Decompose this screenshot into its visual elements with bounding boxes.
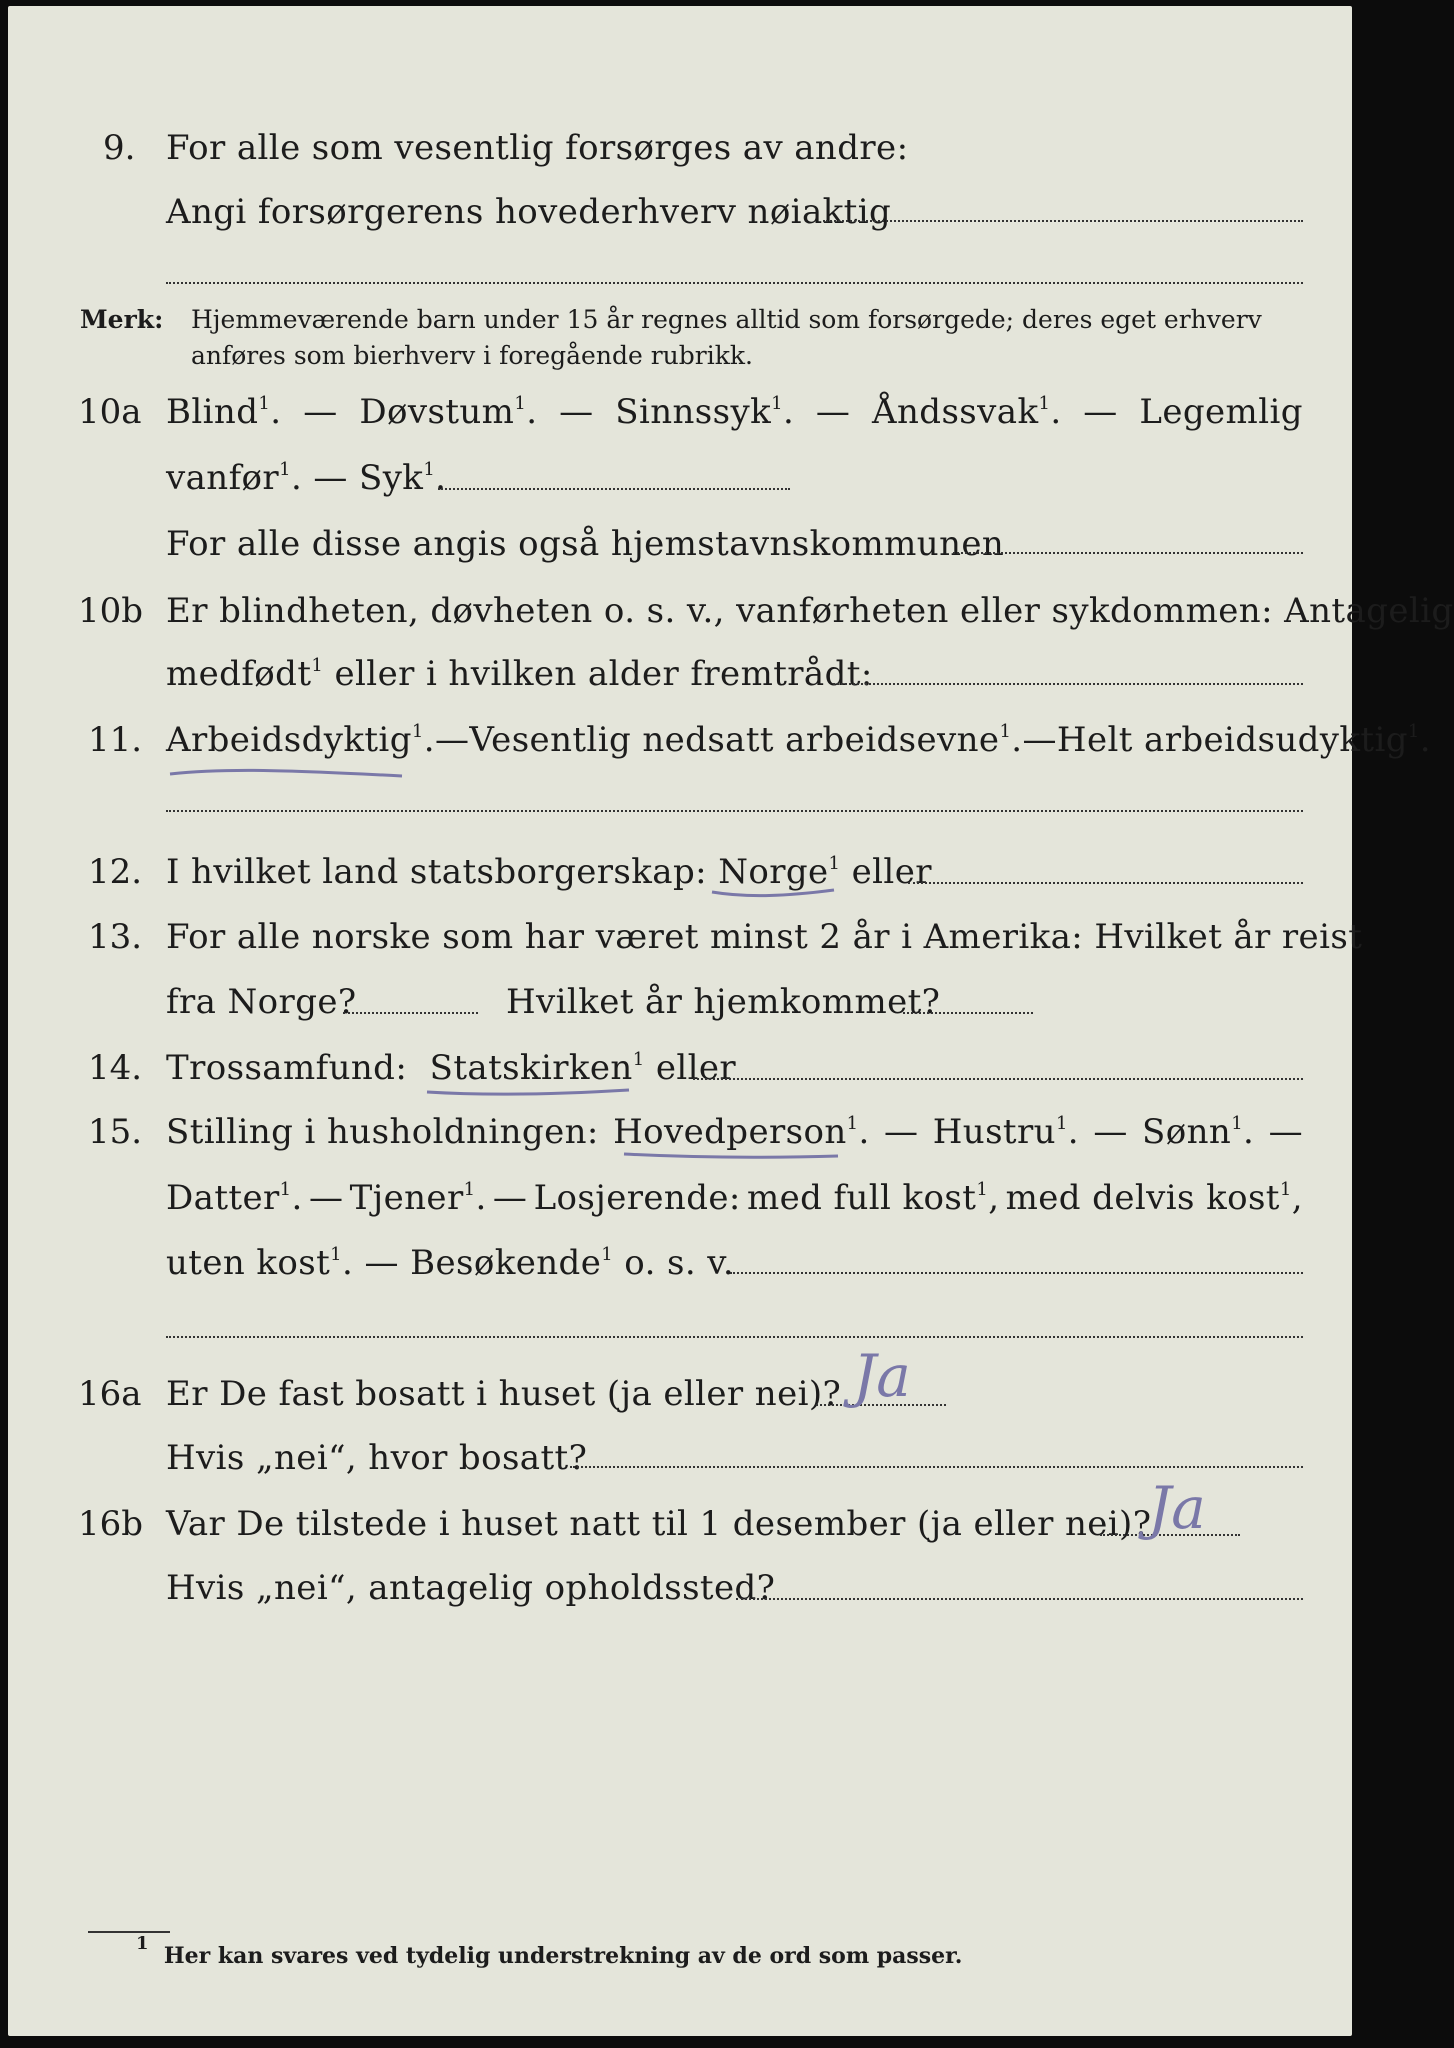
q13-hjemkommet-field[interactable] (903, 1012, 1033, 1014)
footnote (136, 1933, 963, 1970)
q10b-line1: Er blindheten, døvheten o. s. v., vanførheten eller sykdommen: Antagelig (166, 591, 1454, 631)
census-form-page (8, 6, 1454, 2036)
q16a-number: 16a (78, 1374, 142, 1414)
q11-number: 11. (88, 720, 143, 760)
q9-number: 9. (103, 128, 136, 168)
q13-number: 13. (88, 917, 143, 957)
q12-number: 12. (88, 852, 143, 892)
q14-statskirken[interactable]: Statskirken (429, 1048, 633, 1088)
q12-line: I hvilket land statsborgerskap: Norge$^1$ eller (166, 852, 932, 892)
q11-answer-field[interactable] (166, 810, 1303, 812)
q10a-kommune-field[interactable] (953, 552, 1303, 554)
merk-line2: anføres som bierhverv i foregående rubrikk. (191, 341, 753, 370)
q11-udyktig[interactable]: Helt arbeidsudyktig (1056, 720, 1408, 760)
q10a-number: 10a (78, 392, 142, 432)
q9-line1: For alle som vesentlig forsørges av andre: (166, 128, 909, 168)
q14-number: 14. (88, 1048, 143, 1088)
q15-uten-kost[interactable]: uten kost (166, 1243, 331, 1283)
q12-underline-mark (708, 884, 838, 902)
q15-answer-field[interactable] (730, 1272, 1303, 1274)
q10a-line2: vanfør$^1$. — Syk$^1$. (166, 458, 447, 498)
q10a-syk-field[interactable] (438, 488, 790, 490)
q15-line2: Datter$^1$. — Tjener$^1$. — Losjerende: med full kost$^1$, med delvis kost$^1$, (166, 1178, 1303, 1218)
q15-tjener[interactable]: Tjener (349, 1178, 464, 1218)
q10b-line2: medfødt$^1$ eller i hvilken alder fremtrådt: (166, 654, 873, 694)
q11-arbeidsdyktig[interactable]: Arbeidsdyktig (166, 720, 412, 760)
q9-line2: Angi forsørgerens hovederhverv nøiaktig (166, 192, 892, 232)
q16b-line1: Var De tilstede i huset natt til 1 desember (ja eller nei)? (166, 1504, 1152, 1544)
q12-norge[interactable]: Norge (718, 852, 829, 892)
q10a-legemlig: Legemlig (1139, 392, 1303, 432)
q11-underline-mark (166, 762, 406, 784)
q10b-answer-field[interactable] (833, 683, 1303, 685)
q15-datter[interactable]: Datter (166, 1178, 280, 1218)
q15-delvis-kost[interactable]: med delvis kost (1005, 1178, 1280, 1218)
q10a-line3: For alle disse angis også hjemstavnskommunen (166, 524, 1005, 564)
q10a-dovstum: Døvstum (359, 392, 515, 432)
q15-underline-mark (620, 1148, 842, 1164)
q12-answer-field[interactable] (908, 882, 1303, 884)
q13-line2a: fra Norge? (166, 982, 357, 1022)
q10a-line1: Blind$^1$. — Døvstum$^1$. — Sinnssyk$^1$. — Åndssvak$^1$. — Legemlig (166, 392, 1303, 432)
q10a-vanfor: vanfør (166, 458, 280, 498)
q15-hovedperson[interactable]: Hovedperson (613, 1112, 847, 1152)
q9-answer-field-2[interactable] (166, 282, 1303, 284)
q11-line: Arbeidsdyktig$^1$. — Vesentlig nedsatt arbeidsevne$^1$. — Helt arbeidsudyktig$^1$. (166, 720, 1431, 760)
q16a-line1: Er De fast bosatt i huset (ja eller nei)? (166, 1374, 842, 1414)
q16b-handwritten-answer: Ja (1148, 1474, 1206, 1542)
q14-line: Trossamfund: Statskirken$^1$ eller (166, 1048, 737, 1088)
q16b-number: 16b (78, 1504, 144, 1544)
footnote-rule (88, 1931, 170, 1933)
q15-line3: uten kost$^1$. — Besøkende$^1$ o. s. v. (166, 1243, 735, 1283)
q14-underline-mark (423, 1084, 633, 1100)
q10a-syk: Syk (359, 458, 424, 498)
merk-label: Merk: (80, 305, 164, 334)
q10b-number: 10b (78, 591, 144, 631)
q16b-line2: Hvis „nei“, antagelig opholdssted? (166, 1568, 776, 1608)
q16b-opholdssted-field[interactable] (736, 1598, 1303, 1600)
q15-full-kost[interactable]: med full kost (746, 1178, 977, 1218)
footnote-mark: 1 (136, 1933, 149, 1954)
q13-reist-field[interactable] (343, 1012, 478, 1014)
merk-line1: Hjemmeværende barn under 15 år regnes alltid som forsørgede; deres eget erhverv (191, 305, 1262, 334)
q11-nedsatt[interactable]: Vesentlig nedsatt arbeidsevne (469, 720, 1000, 760)
q15-sonn[interactable]: Sønn (1142, 1112, 1232, 1152)
q16a-handwritten-answer: Ja (853, 1342, 911, 1410)
q10a-andssvak: Åndssvak (872, 392, 1039, 432)
q13-line1: For alle norske som har været minst 2 år i Amerika: Hvilket år reist (166, 917, 1363, 957)
q16a-bosatt-field[interactable] (570, 1466, 1303, 1468)
q15-number: 15. (88, 1112, 143, 1152)
q16a-line2: Hvis „nei“, hvor bosatt? (166, 1438, 588, 1478)
q14-answer-field[interactable] (693, 1078, 1303, 1080)
q15-besokende[interactable]: Besøkende (410, 1243, 602, 1283)
q9-answer-field[interactable] (823, 220, 1303, 222)
q10a-sinnssyk: Sinnssyk (615, 392, 772, 432)
q15-hustru[interactable]: Hustru (932, 1112, 1056, 1152)
q15-answer-field-2[interactable] (166, 1336, 1303, 1338)
q10a-blind: Blind (166, 392, 259, 432)
q13-line2b: Hvilket år hjemkommet? (506, 982, 941, 1022)
q15-line1: Stilling i husholdningen: Hovedperson$^1$. — Hustru$^1$. — Sønn$^1$. — (166, 1112, 1303, 1152)
footnote-text: Her kan svares ved tydelig understrekning av de ord som passer. (163, 1943, 963, 1969)
